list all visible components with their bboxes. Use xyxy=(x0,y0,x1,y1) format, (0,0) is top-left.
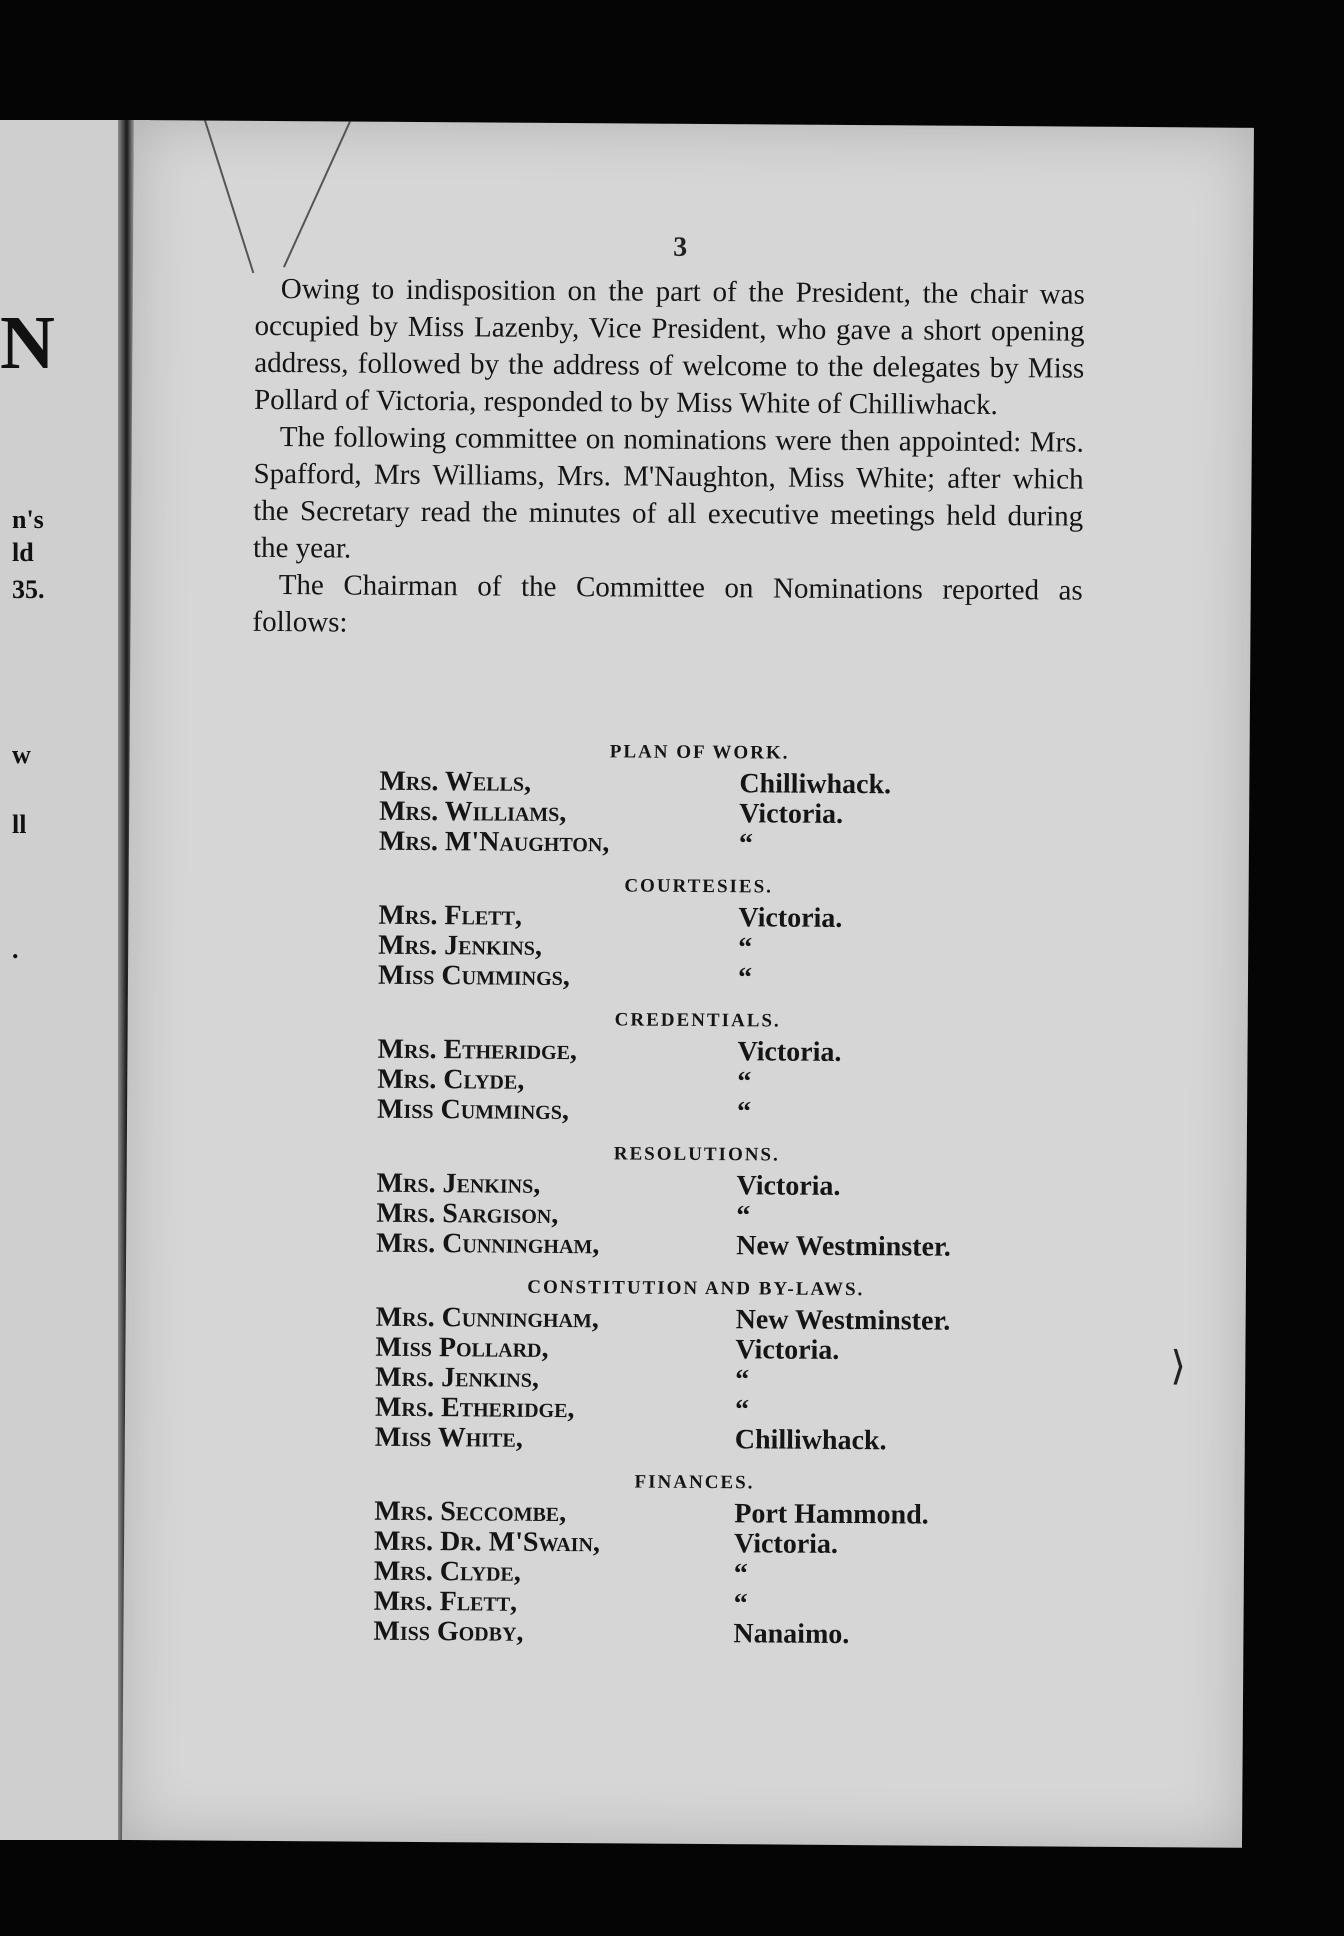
paper-crease xyxy=(283,121,351,268)
member-place: “ xyxy=(737,962,753,994)
committee-member-row xyxy=(379,796,1019,830)
paragraph: The Chairman of the Committee on Nominations reported as follows: xyxy=(252,569,1083,639)
committee-heading: PLAN OF WORK. xyxy=(609,741,790,764)
member-name: Mrs. Williams, xyxy=(379,795,567,829)
left-fragment: n's xyxy=(12,505,44,534)
left-fragment: ll xyxy=(12,810,27,839)
member-name: Mrs. Etheridge, xyxy=(377,1033,578,1067)
left-fragment: . xyxy=(12,935,19,964)
minutes-text xyxy=(252,271,1085,647)
member-place: “ xyxy=(733,1558,748,1590)
committee-heading: COURTESIES. xyxy=(624,875,774,898)
member-place: Chilliwhack. xyxy=(739,768,892,801)
committee-heading: RESOLUTIONS. xyxy=(613,1143,780,1166)
committee-member-row xyxy=(376,1228,1016,1262)
committee-member-row xyxy=(374,1496,1014,1530)
member-place: “ xyxy=(733,1588,748,1620)
member-place: Victoria. xyxy=(739,798,844,830)
member-name: Mrs. Etheridge, xyxy=(374,1391,575,1425)
member-name: Mrs. Jenkins, xyxy=(376,1167,541,1200)
committee-heading: FINANCES. xyxy=(634,1471,755,1494)
member-place: Port Hammond. xyxy=(734,1498,929,1531)
member-place: Chilliwhack. xyxy=(734,1424,887,1457)
member-place: New Westminster. xyxy=(736,1230,951,1263)
member-name: Mrs. Flett, xyxy=(378,899,523,932)
member-name: Mrs. Seccombe, xyxy=(374,1495,567,1529)
member-place: “ xyxy=(737,1066,752,1098)
committee-member-row xyxy=(378,960,1018,994)
committee-member-row xyxy=(379,766,1019,800)
committee-lists xyxy=(373,722,1019,1650)
member-place: “ xyxy=(735,1364,750,1396)
committee-heading: CREDENTIALS. xyxy=(614,1009,781,1032)
member-name: Miss Pollard, xyxy=(375,1331,549,1364)
committee-member-row xyxy=(375,1332,1015,1366)
member-name: Mrs. Clyde, xyxy=(377,1063,525,1096)
member-place: “ xyxy=(738,932,753,964)
stray-mark: ⟩ xyxy=(1170,1343,1187,1389)
member-name: Mrs. Clyde, xyxy=(373,1555,521,1588)
member-name: Miss Cummings, xyxy=(376,1093,569,1127)
member-name: Mrs. Cunningham, xyxy=(375,1301,599,1335)
member-place: Victoria. xyxy=(738,902,843,934)
committee-member-row xyxy=(374,1526,1014,1560)
member-place: “ xyxy=(736,1200,751,1232)
left-fragment: ld xyxy=(12,538,34,567)
member-place: “ xyxy=(734,1394,750,1426)
member-name: Mrs. Dr. M'Swain, xyxy=(373,1525,601,1559)
committee-member-row xyxy=(374,1556,1014,1590)
committee-member-row xyxy=(374,1586,1014,1620)
page-number: 3 xyxy=(673,231,688,263)
member-place: New Westminster. xyxy=(735,1304,951,1337)
left-fragment: 35. xyxy=(12,575,45,604)
committee-member-row xyxy=(375,1362,1015,1396)
member-place: Nanaimo. xyxy=(733,1618,850,1651)
committee-member-row xyxy=(375,1392,1015,1426)
member-name: Mrs. Sargison, xyxy=(376,1197,559,1230)
committee-member-row xyxy=(378,930,1018,964)
committee-member-row xyxy=(373,1616,1013,1650)
committee-member-row xyxy=(377,1034,1017,1068)
paragraph: The following committee on nominations were then appointed: Mrs. Spafford, Mrs Williams, Mrs. M'Naughton, Miss White; after which the Secretary read the minutes of all executive meetings held during the year. xyxy=(252,421,1084,565)
committee-member-row xyxy=(377,1094,1017,1128)
member-place: Victoria. xyxy=(735,1334,840,1366)
committee-member-row xyxy=(379,826,1019,860)
committee-member-row xyxy=(375,1422,1015,1456)
member-name: Mrs. Wells, xyxy=(379,765,532,798)
committee-member-row xyxy=(378,900,1018,934)
member-name: Miss Godby, xyxy=(373,1615,524,1648)
committee-heading: CONSTITUTION AND BY-LAWS. xyxy=(527,1276,865,1301)
left-fragment: w xyxy=(12,740,31,769)
member-name: Mrs. Flett, xyxy=(373,1585,518,1618)
member-place: Victoria. xyxy=(736,1170,841,1202)
page xyxy=(122,120,1254,1848)
member-name: Miss White, xyxy=(374,1421,523,1454)
committee-member-row xyxy=(377,1064,1017,1098)
member-place: Victoria. xyxy=(737,1036,842,1068)
member-name: Mrs. Cunningham, xyxy=(376,1227,600,1261)
member-name: Miss Cummings, xyxy=(377,959,570,993)
committee-member-row xyxy=(376,1168,1016,1202)
left-fragment: N xyxy=(0,301,55,385)
member-place: “ xyxy=(738,828,754,860)
member-place: “ xyxy=(736,1096,752,1128)
paragraph: Owing to indisposition on the part of the President, the chair was occupied by Miss Lazenby, Vice President, who gave a short opening address, followed by the address of welcome to the delegates by Miss Pollard of Victoria, responded to by Miss White of Chilliwhack. xyxy=(253,273,1085,422)
committee-member-row xyxy=(376,1302,1016,1336)
member-name: Mrs. Jenkins, xyxy=(378,929,543,962)
member-name: Mrs. Jenkins, xyxy=(375,1361,540,1394)
paper-crease xyxy=(204,120,254,273)
member-name: Mrs. M'Naughton, xyxy=(378,825,610,859)
member-place: Victoria. xyxy=(733,1528,839,1560)
committee-member-row xyxy=(376,1198,1016,1232)
